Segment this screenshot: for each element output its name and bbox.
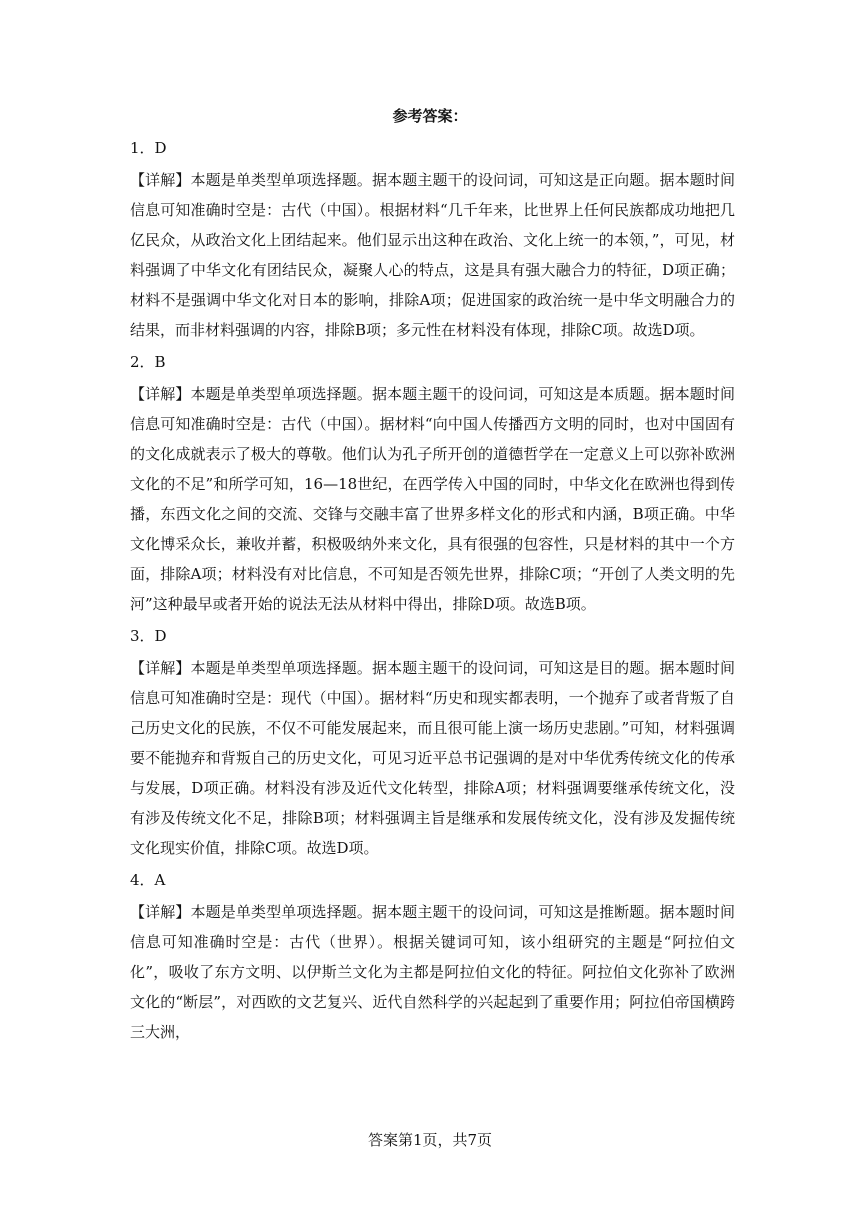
answer-explanation: 【详解】本题是单类型单项选择题。据本题主题干的设问词，可知这是本质题。据本题时间信息可知准确时空是：古代（中国）。据材料“向中国人传播西方文明的同时，也对中国固有的文化成就表示了极大的尊敬。他们认为孔子所开创的道德哲学在一定意义上可以弥补欧洲文化的不足”和所学可知，16—18世纪，在西学传入中国的同时，中华文化在欧洲也得到传播，东西文化之间的交流、交锋与交融丰富了世界多样文化的形式和内涵，B项正确。中华文化博采众长，兼收并蓄，积极吸纳外来文化，具有很强的包容性，只是材料的其中一个方面，排除A项；材料没有对比信息，不可知是否领先世界，排除C项；“开创了人类文明的先河”这种最早或者开始的说法无法从材料中得出，排除D项。故选B项。: [130, 385, 735, 613]
answer-explanation: 【详解】本题是单类型单项选择题。据本题主题干的设问词，可知这是正向题。据本题时间信息可知准确时空是：古代（中国）。根据材料“几千年来，比世界上任何民族都成功地把几亿民众，从政治文化上团结起来。他们显示出这种在政治、文化上统一的本领，”，可见，材料强调了中华文化有团结民众，凝聚人心的特点，这是具有强大融合力的特征，D项正确；材料不是强调中华文化对日本的影响，排除A项；促进国家的政治统一是中华文明融合力的结果，而非材料强调的内容，排除B项；多元性在材料没有体现，排除C项。故选D项。: [130, 171, 735, 339]
answer-content: [130, 131, 735, 1047]
answer-number: 4．A: [130, 871, 166, 889]
page-footer: 答案第1页，共7页: [367, 1131, 493, 1149]
answer-explanation: 【详解】本题是单类型单项选择题。据本题主题干的设问词，可知这是目的题。据本题时间信息可知准确时空是：现代（中国）。据材料“历史和现实都表明，一个抛弃了或者背叛了自己历史文化的民族，不仅不可能发展起来，而且很可能上演一场历史悲剧。”可知，材料强调要不能抛弃和背叛自己的历史文化，可见习近平总书记强调的是对中华优秀传统文化的传承与发展，D项正确。材料没有涉及近代文化转型，排除A项；材料强调要继承传统文化，没有涉及传统文化不足，排除B项；材料强调主旨是继承和发展传统文化，没有涉及发掘传统文化现实价值，排除C项。故选D项。: [130, 659, 735, 857]
answer-explanation: 【详解】本题是单类型单项选择题。据本题主题干的设问词，可知这是推断题。据本题时间信息可知准确时空是：古代（世界）。根据关键词可知，该小组研究的主题是“阿拉伯文化”，吸收了东方文明、以伊斯兰文化为主都是阿拉伯文化的特征。阿拉伯文化弥补了欧洲文化的“断层”，对西欧的文艺复兴、近代自然科学的兴起起到了重要作用；阿拉伯帝国横跨三大洲，: [130, 903, 735, 1041]
answer-number: 1．D: [130, 139, 167, 157]
answer-item-2: [130, 345, 735, 619]
answer-item-3: [130, 619, 735, 863]
answer-item-1: [130, 131, 735, 345]
answer-number: 2．B: [130, 353, 166, 371]
answer-number: 3．D: [130, 627, 167, 645]
answer-item-4: [130, 863, 735, 1047]
page-title: 参考答案：: [392, 107, 468, 125]
